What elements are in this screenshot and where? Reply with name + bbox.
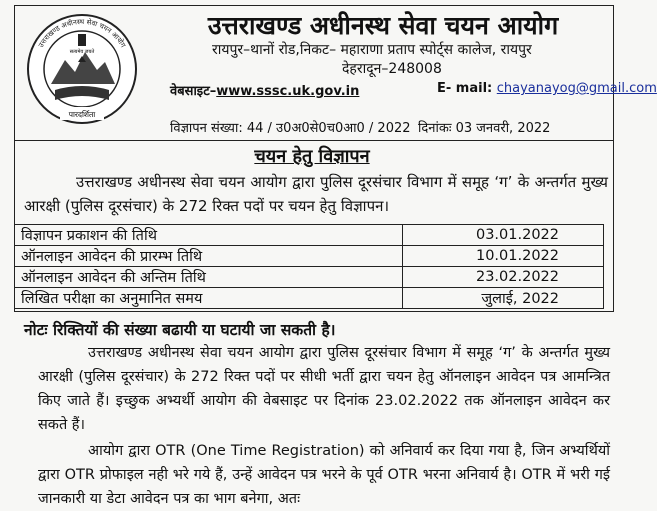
- body-paragraph-3: आयोग द्वारा OTR (One Time Registration) को अनिवार्य कर दिया गया है, जिन अभ्यर्थियों द्वारा OTR प्रोफाइल नही भरे गये हैं, उन्हें आवेदन पत्र भरने के पूर्व OTR भरना अनिवार्य है। OTR में भरी गई जानकारी या डेटा आवेदन पत्र का भाग बनेगा, अतः: [38, 443, 610, 507]
- advertisement-date: [418, 118, 550, 136]
- schedule-label: लिखित परीक्षा का अनुमानित समय: [15, 288, 403, 309]
- table-row: [15, 288, 604, 309]
- header-divider: [14, 140, 614, 141]
- schedule-label: ऑनलाइन आवेदन की प्रारम्भ तिथि: [15, 246, 403, 267]
- commission-logo: [25, 12, 140, 127]
- schedule-label: विज्ञापन प्रकाशन की तिथि: [15, 225, 403, 246]
- note-text: नोटः रिक्तियों की संख्या बढायी या घटायी जा सकती है।: [24, 321, 336, 339]
- schedule-value: 23.02.2022: [403, 267, 604, 288]
- body-paragraph-2: उत्तराखण्ड अधीनस्थ सेवा चयन आयोग द्वारा पुलिस दूरसंचार विभाग में समूह ‘ग’ के अन्तर्गत मुख्य आरक्षी (पुलिस दूरसंचार) के 272 रिक्त पदों पर सीधी भर्ती द्वारा चयन हेतु ऑनलाइन आवेदन पत्र आमन्त्रित किए जाते हैं। इच्छुक अभ्यर्थी आयोग की वेबसाइट पर दिनांक 23.02.2022 तक ऑनलाइन आवेदन कर सकते हैं।: [38, 345, 610, 433]
- table-row: [15, 225, 604, 246]
- emblem-icon: [78, 34, 86, 46]
- schedule-value: 10.01.2022: [403, 246, 604, 267]
- email-label: E- mail:: [437, 81, 493, 96]
- date-label: दिनांकः: [418, 121, 452, 136]
- schedule-value: जुलाई, 2022: [403, 288, 604, 309]
- title-text: चयन हेतु विज्ञापन: [254, 146, 370, 167]
- website-label: वेबसाइट–: [170, 84, 217, 99]
- logo-motto: सत्यमेव जयते: [69, 49, 95, 55]
- logo-ring-text: उत्तराखण्ड अधीनस्थ सेवा चयन आयोग: [36, 17, 128, 49]
- intro-paragraph: उत्तराखण्ड अधीनस्थ सेवा चयन आयोग द्वारा पुलिस दूरसंचार विभाग में समूह ‘ग’ के अन्तर्गत मुख्य आरक्षी (पुलिस दूरसंचार) के 272 रिक्त पदों पर चयन हेतु विज्ञापन।: [24, 173, 608, 215]
- adv-no-label: विज्ञापन संख्या:: [170, 121, 243, 136]
- date-value: 03 जनवरी, 2022: [455, 121, 551, 136]
- email-link[interactable]: chayanayog@gmail.com: [496, 81, 657, 96]
- email-row: [437, 81, 657, 96]
- adv-no-value: 44 / उ0अ0से0च0आ0 / 2022: [246, 121, 411, 136]
- table-row: [15, 246, 604, 267]
- page-title: [0, 144, 624, 168]
- schedule-value: 03.01.2022: [403, 225, 604, 246]
- table-row: [15, 267, 604, 288]
- org-title: उत्तराखण्ड अधीनस्थ सेवा चयन आयोग: [207, 11, 559, 40]
- advertisement-number: [170, 118, 411, 136]
- schedule-table: [14, 224, 604, 309]
- website-link[interactable]: www.sssc.uk.gov.in: [216, 84, 360, 99]
- address-line-2: देहरादून–248008: [342, 61, 442, 77]
- logo-bottom-text: पारदर्शिता: [68, 110, 96, 119]
- schedule-label: ऑनलाइन आवेदन की अन्तिम तिथि: [15, 267, 403, 288]
- address-line-1: रायपुर–थानों रोड,निकट– महाराणा प्रताप स्पोर्ट्स कालेज, रायपुर: [212, 42, 532, 58]
- website-row: [170, 81, 359, 99]
